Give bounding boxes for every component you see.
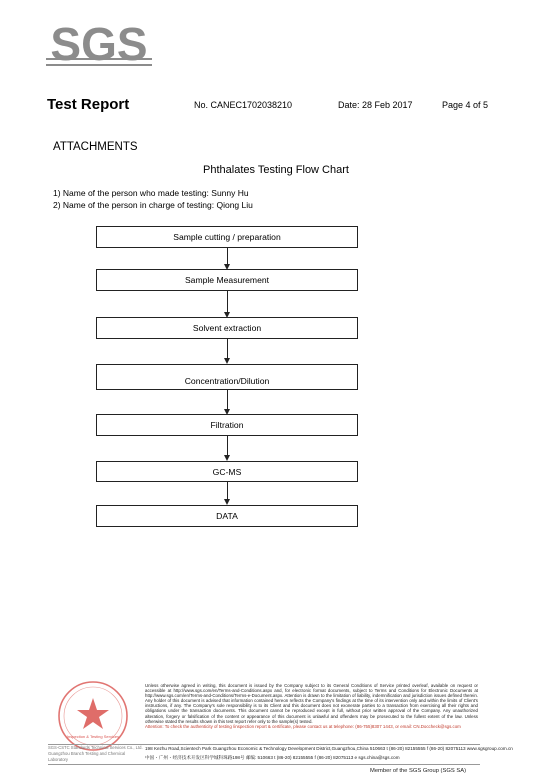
flow-step-label: Sample cutting / preparation bbox=[173, 232, 281, 242]
report-number: No. CANEC1702038210 bbox=[194, 100, 293, 110]
flow-step-label: GC-MS bbox=[212, 466, 242, 477]
attachments-heading: ATTACHMENTS bbox=[53, 141, 138, 153]
footer-divider bbox=[48, 764, 480, 765]
flow-step-label: Concentration/Dilution bbox=[184, 376, 270, 386]
flow-step-sample-measurement bbox=[96, 269, 358, 291]
flow-arrow bbox=[227, 482, 228, 499]
report-title: Test Report bbox=[47, 96, 130, 113]
flow-arrow bbox=[227, 390, 228, 409]
sgs-logo bbox=[46, 22, 152, 72]
sgs-logo-graphic bbox=[46, 22, 152, 72]
supervisor-name: 2) Name of the person in charge of testing: Qiong Liu bbox=[53, 200, 253, 210]
flow-step-solvent-extraction bbox=[96, 317, 358, 339]
flow-arrow bbox=[227, 436, 228, 455]
footer-disclaimer bbox=[145, 683, 478, 729]
flow-step-sample-cutting bbox=[96, 226, 358, 248]
flow-arrow bbox=[227, 339, 228, 358]
page-indicator: Page 4 of 5 bbox=[442, 100, 489, 110]
stamp-left-caption bbox=[48, 745, 143, 763]
flow-arrow bbox=[227, 291, 228, 312]
report-date: Date: 28 Feb 2017 bbox=[338, 100, 413, 110]
flow-chart-title: Phthalates Testing Flow Chart bbox=[203, 164, 349, 176]
flow-step-label: Sample Measurement bbox=[184, 275, 270, 285]
address-english: 198 Kezhu Road,Scientech Park Guangzhou Economic & Technology Development District,Guangzhou,China 510663 t (86-20) 82155555 f (86-20) 82075113 www.sgsgroup.com.cn bbox=[145, 746, 513, 751]
flow-step-concentration bbox=[96, 364, 358, 390]
flow-step-filtration bbox=[96, 414, 358, 436]
stamp-left-line: SGS-CSTC Standards Technical Services Co., Ltd. bbox=[48, 745, 143, 750]
flow-step-gc-ms bbox=[96, 461, 358, 482]
footer-divider bbox=[48, 744, 480, 745]
sgs-logo-text: SGS bbox=[50, 22, 148, 70]
tester-name: 1) Name of the person who made testing: Sunny Hu bbox=[53, 188, 249, 198]
address-chinese: 中国・广州・经济技术开发区科学城科珠路198号 邮编: 510663 t (86-20) 82155555 f (86-20) 82075113 e sgs.china@sgs.com bbox=[145, 755, 400, 760]
disclaimer-text: Unless otherwise agreed in writing, this document is issued by the Company subject to its General Conditions of Service printed overleaf, available on request or accessible at http://www.sgs.com/en/Terms-and-Conditions.aspx and, for electronic format documents, subject to Terms and Conditions for Electronic Documents at http://www.sgs.com/en/Terms-and-Conditions/Terms-e-Document.aspx. Attention is drawn to the limitation of liability, indemnification and jurisdiction issues defined therein. Any holder of this document is advised that information contained hereon reflects the Company's findings at the time of its intervention only and within the limits of Client's instructions, if any. The Company's sole responsibility is to its Client and this document does not exonerate parties to a transaction from exercising all their rights and obligations under the transaction documents. This document cannot be reproduced except in full, without prior written approval of the Company. Any unauthorized alteration, forgery or falsification of the content or appearance of this document is unlawful and offenders may be prosecuted to the fullest extent of the law. Unless otherwise stated the results shown in this test report refer only to the sample(s) tested. bbox=[145, 683, 478, 724]
stamp-center-text: Inspection & Testing Services bbox=[66, 734, 120, 739]
stamp-left-line: Guangzhou Branch Testing and Chemical Laboratory bbox=[48, 751, 126, 762]
flow-arrow bbox=[227, 248, 228, 264]
flow-step-label: Solvent extraction bbox=[192, 323, 262, 333]
authenticity-notice: Attention: To check the authenticity of testing /inspection report & certificate, please contact us at telephone: (86-755)8307 1443, or email: CN.Doccheck@sgs.com bbox=[145, 723, 461, 729]
flow-step-label: DATA bbox=[216, 511, 238, 521]
sgs-group-membership: Member of the SGS Group (SGS SA) bbox=[370, 768, 467, 774]
flow-step-label: Filtration bbox=[210, 420, 244, 430]
flow-step-data bbox=[96, 505, 358, 527]
